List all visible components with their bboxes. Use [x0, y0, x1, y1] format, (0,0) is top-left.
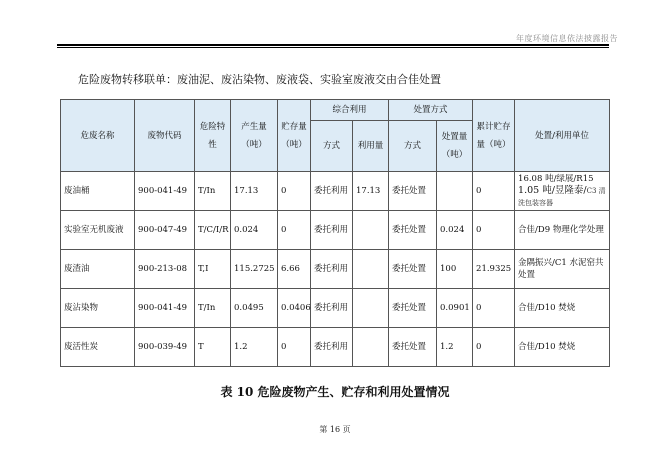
cell-util-method: 委托利用	[311, 328, 353, 367]
header-unit: 处置/利用单位	[515, 100, 610, 172]
cell-disp-method: 委托处置	[389, 172, 437, 211]
cell-util-amount	[353, 211, 389, 250]
cell-unit: 合佳/D10 焚烧	[515, 289, 610, 328]
cell-disp-amount: 0.024	[437, 211, 473, 250]
cell-code: 900-041-49	[135, 172, 195, 211]
cell-disp-method: 委托处置	[389, 250, 437, 289]
cell-produced: 0.024	[231, 211, 278, 250]
cell-util-method: 委托利用	[311, 289, 353, 328]
header-cumulative: 累计贮存量（吨）	[473, 100, 515, 172]
cell-name: 废活性炭	[61, 328, 135, 367]
cell-name: 废沾染物	[61, 289, 135, 328]
cell-cumulative: 0	[473, 211, 515, 250]
header-produced: 产生量（吨）	[231, 100, 278, 172]
cell-stored: 0	[278, 211, 311, 250]
cell-disp-amount	[437, 172, 473, 211]
cell-unit	[515, 172, 610, 211]
header-disp-amount: 处置量（吨）	[437, 121, 473, 172]
table-caption: 表 10 危险废物产生、贮存和利用处置情况	[220, 385, 450, 399]
cell-hazard: T/In	[195, 172, 231, 211]
cell-produced: 1.2	[231, 328, 278, 367]
cell-stored: 0	[278, 172, 311, 211]
cell-disp-amount: 0.0901	[437, 289, 473, 328]
header-disp-method: 方式	[389, 121, 437, 172]
table-row	[61, 289, 610, 328]
cell-stored: 0	[278, 328, 311, 367]
header-code: 废物代码	[135, 100, 195, 172]
cell-produced: 17.13	[231, 172, 278, 211]
cell-name: 废渣油	[61, 250, 135, 289]
cell-name: 实验室无机废液	[61, 211, 135, 250]
unit-line-2: 1.05 吨/昱隆泰/	[518, 185, 587, 196]
page-number: 第 16 页	[319, 425, 351, 434]
table-row	[61, 211, 610, 250]
header-name: 危废名称	[61, 100, 135, 172]
cell-unit: 合佳/D9 物理化学处理	[515, 211, 610, 250]
cell-code: 900-213-08	[135, 250, 195, 289]
cell-produced: 0.0495	[231, 289, 278, 328]
cell-disp-method: 委托处置	[389, 211, 437, 250]
cell-util-amount	[353, 289, 389, 328]
header-util-amount: 利用量	[353, 121, 389, 172]
cell-disp-amount: 100	[437, 250, 473, 289]
cell-cumulative: 0	[473, 172, 515, 211]
header-stored: 贮存量（吨）	[278, 100, 311, 172]
cell-cumulative: 21.9325	[473, 250, 515, 289]
cell-unit: 合佳/D10 焚烧	[515, 328, 610, 367]
cell-cumulative: 0	[473, 289, 515, 328]
cell-code: 900-047-49	[135, 211, 195, 250]
cell-hazard: T/C/I/R	[195, 211, 231, 250]
cell-hazard: T,I	[195, 250, 231, 289]
table-row	[61, 172, 610, 211]
header-hazard: 危险特性	[195, 100, 231, 172]
header-disposal-group: 处置方式	[389, 100, 473, 121]
hazardous-waste-table	[60, 99, 610, 367]
cell-disp-amount: 1.2	[437, 328, 473, 367]
cell-util-method: 委托利用	[311, 172, 353, 211]
report-header-title: 年度环境信息依法披露报告	[516, 34, 618, 43]
cell-util-method: 委托利用	[311, 250, 353, 289]
cell-code: 900-041-49	[135, 289, 195, 328]
cell-stored: 0.0406	[278, 289, 311, 328]
cell-produced: 115.2725	[231, 250, 278, 289]
cell-disp-method: 委托处置	[389, 289, 437, 328]
cell-hazard: T/In	[195, 289, 231, 328]
table-header-row	[61, 100, 610, 121]
cell-hazard: T	[195, 328, 231, 367]
cell-disp-method: 委托处置	[389, 328, 437, 367]
header-utilization-group: 综合利用	[311, 100, 389, 121]
cell-stored: 6.66	[278, 250, 311, 289]
table-row	[61, 250, 610, 289]
cell-cumulative: 0	[473, 328, 515, 367]
cell-util-method: 委托利用	[311, 211, 353, 250]
header-util-method: 方式	[311, 121, 353, 172]
intro-paragraph: 危险废物转移联单：废油泥、废沾染物、废液袋、实验室废液交由合佳处置	[78, 73, 441, 86]
cell-util-amount: 17.13	[353, 172, 389, 211]
header-rule	[57, 44, 609, 46]
cell-name: 废油桶	[61, 172, 135, 211]
unit-line-2-detail: C3 清洗包装容器	[518, 187, 606, 207]
cell-util-amount	[353, 250, 389, 289]
cell-unit: 金隅振兴/C1 水泥窑共处置	[515, 250, 610, 289]
unit-line-1: 16.08 吨/绿展/R15	[518, 174, 594, 184]
cell-code: 900-039-49	[135, 328, 195, 367]
cell-util-amount	[353, 328, 389, 367]
header-rule-thin	[57, 47, 609, 48]
table-row	[61, 328, 610, 367]
